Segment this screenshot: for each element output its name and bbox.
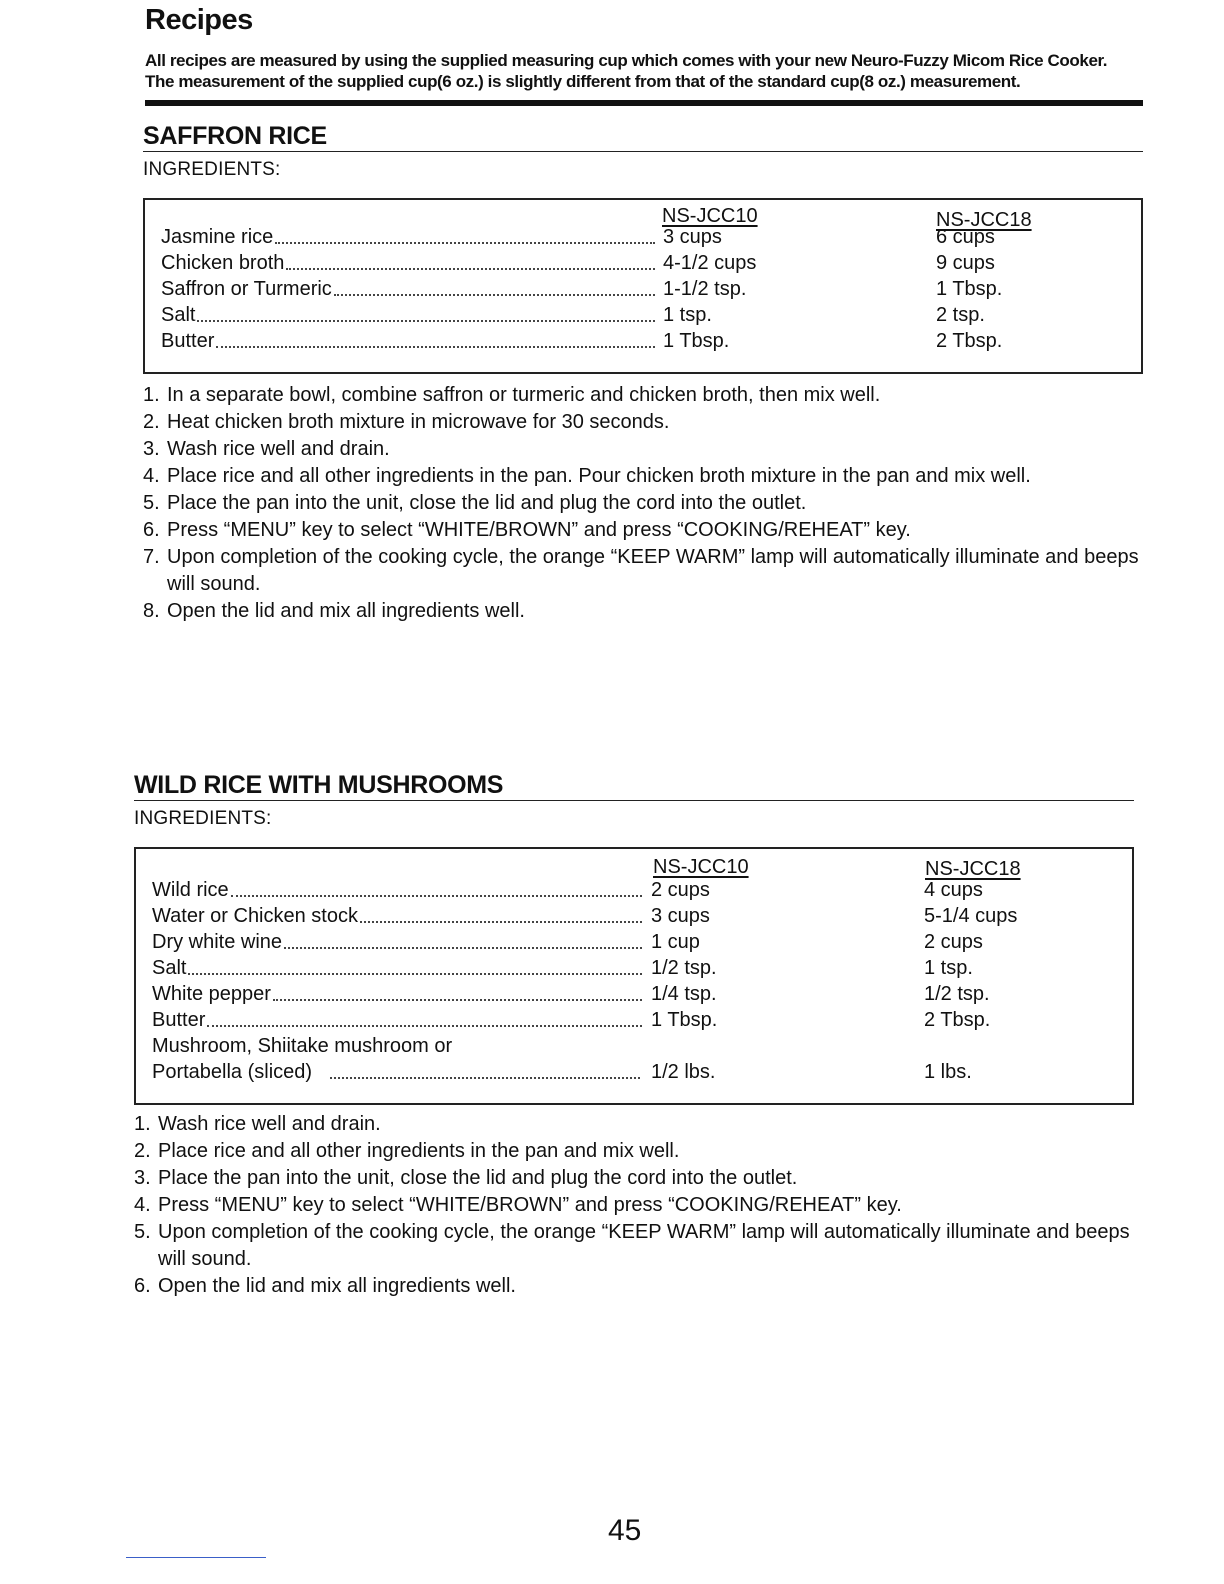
step-number: 1. [134,1113,151,1135]
ingredient-name: Mushroom, Shiitake mushroom or [152,1035,453,1057]
ingredient-row [152,903,1112,929]
ingredient-amount-jcc10: 1 Tbsp. [651,1009,718,1031]
instruction-step [143,490,1143,517]
instruction-step [143,598,1143,625]
ingredient-amount-jcc18: 1 tsp. [924,957,973,979]
ingredients-box [134,847,1134,1105]
step-text: Wash rice well and drain. [158,1113,381,1135]
dot-leader [216,346,655,348]
step-text: In a separate bowl, combine saffron or turmeric and chicken broth, then mix well. [167,384,881,406]
dot-leader [273,999,642,1001]
step-number: 1. [143,384,160,406]
ingredients-box [143,198,1143,374]
ingredient-row [161,302,1121,328]
ingredient-row [152,929,1112,955]
step-text: Press “MENU” key to select “WHITE/BROWN” and press “COOKING/REHEAT” key. [167,519,911,541]
ingredient-name: Wild rice [152,879,229,901]
dot-leader [360,921,642,923]
dot-leader [286,268,655,270]
footer-rule [126,1557,266,1558]
instruction-step [143,382,1143,409]
page-title: Recipes [145,4,253,36]
ingredient-amount-jcc10: 2 cups [651,879,710,901]
step-text: Open the lid and mix all ingredients well. [158,1275,516,1297]
step-text: Place rice and all other ingredients in the pan. Pour chicken broth mixture in the pan and mix well. [167,465,1031,487]
ingredients-label: INGREDIENTS: [143,159,281,180]
mushroom-ingredient [152,1033,1112,1085]
ingredient-name: Butter [161,330,215,352]
ingredient-amount-jcc18: 2 Tbsp. [924,1009,991,1031]
ingredient-list [161,224,1121,354]
ingredients-label: INGREDIENTS: [134,808,272,829]
instruction-step [134,1273,1134,1300]
instruction-step [134,1111,1134,1138]
instruction-step [134,1192,1134,1219]
step-text: Place the pan into the unit, close the lid and plug the cord into the outlet. [167,492,807,514]
step-text: Wash rice well and drain. [167,438,390,460]
ingredient-amount-jcc18: 9 cups [936,252,995,274]
ingredient-amount-jcc18: 1 Tbsp. [936,278,1003,300]
instruction-step [134,1138,1134,1165]
ingredient-amount-jcc18: 2 cups [924,931,983,953]
ingredient-amount-jcc18: 6 cups [936,226,995,248]
step-text: Upon completion of the cooking cycle, the orange “KEEP WARM” lamp will automatically illuminate and beeps will sound. [167,546,1139,595]
ingredient-amount-jcc10: 1/2 tsp. [651,957,717,979]
step-text: Heat chicken broth mixture in microwave for 30 seconds. [167,411,670,433]
step-number: 2. [143,411,160,433]
dot-leader [197,320,655,322]
title-divider [143,151,1143,152]
instruction-step [143,436,1143,463]
ingredient-name: Salt [161,304,196,326]
step-number: 4. [143,465,160,487]
instruction-step [143,463,1143,490]
step-text: Upon completion of the cooking cycle, the orange “KEEP WARM” lamp will automatically illuminate and beeps will sound. [158,1221,1130,1270]
ingredient-name: Portabella (sliced) [152,1061,313,1083]
ingredient-amount-jcc18: 1 lbs. [924,1061,972,1083]
ingredient-name: Saffron or Turmeric [161,278,332,300]
ingredient-row [152,877,1112,903]
instruction-step [134,1219,1134,1273]
dot-leader [188,973,642,975]
step-text: Place the pan into the unit, close the lid and plug the cord into the outlet. [158,1167,798,1189]
dot-leader [275,242,655,244]
title-divider [134,800,1134,801]
instruction-step [134,1165,1134,1192]
instruction-step [143,544,1143,598]
ingredient-amount-jcc10: 1/4 tsp. [651,983,717,1005]
recipe-saffron-rice [143,122,1143,625]
ingredient-amount-jcc18: 5-1/4 cups [924,905,1018,927]
dot-leader [284,947,642,949]
ingredient-name: Butter [152,1009,206,1031]
ingredient-name: Dry white wine [152,931,283,953]
instruction-steps [143,382,1143,625]
ingredient-amount-jcc18: 1/2 tsp. [924,983,990,1005]
header-divider [145,100,1143,106]
column-header-jcc10: NS-JCC10 [653,856,749,878]
ingredient-name: Chicken broth [161,252,285,274]
intro-line-1: All recipes are measured by using the supplied measuring cup which comes with your new Neuro-Fuzzy Micom Rice Cooker. [145,51,1108,70]
ingredient-amount-jcc18: 2 Tbsp. [936,330,1003,352]
recipe-title: WILD RICE WITH MUSHROOMS [134,771,504,799]
recipe-title: SAFFRON RICE [143,122,327,150]
ingredient-row [152,1059,1112,1085]
ingredient-row [152,1033,1112,1059]
step-number: 2. [134,1140,151,1162]
ingredient-amount-jcc18: 4 cups [924,879,983,901]
step-number: 4. [134,1194,151,1216]
ingredient-row [152,955,1112,981]
step-number: 7. [143,546,160,568]
column-header-jcc18: NS-JCC18 [936,209,1032,231]
dot-leader [334,294,655,296]
ingredient-row [161,276,1121,302]
ingredient-name: White pepper [152,983,271,1005]
ingredient-list [152,877,1112,1033]
ingredient-name: Water or Chicken stock [152,905,358,927]
ingredient-name: Salt [152,957,187,979]
column-header-jcc10: NS-JCC10 [662,205,758,227]
step-number: 5. [143,492,160,514]
instruction-step [143,409,1143,436]
ingredient-amount-jcc10: 1 cup [651,931,700,953]
dot-leader [231,895,642,897]
ingredient-amount-jcc10: 1-1/2 tsp. [663,278,747,300]
instruction-steps [134,1111,1134,1300]
ingredient-row [161,250,1121,276]
dot-leader [207,1025,642,1027]
ingredient-amount-jcc10: 1 tsp. [663,304,712,326]
ingredient-amount-jcc18: 2 tsp. [936,304,985,326]
ingredient-amount-jcc10: 1 Tbsp. [663,330,730,352]
step-number: 6. [134,1275,151,1297]
dot-leader [330,1077,640,1079]
ingredient-amount-jcc10: 4-1/2 cups [663,252,757,274]
ingredient-row [152,981,1112,1007]
intro-line-2: The measurement of the supplied cup(6 oz.) is slightly different from that of the standard cup(8 oz.) measurement. [145,72,1021,91]
column-header-jcc18: NS-JCC18 [925,858,1021,880]
step-number: 5. [134,1221,151,1243]
step-number: 6. [143,519,160,541]
instruction-step [143,517,1143,544]
step-number: 8. [143,600,160,622]
step-number: 3. [143,438,160,460]
ingredient-name: Jasmine rice [161,226,274,248]
step-number: 3. [134,1167,151,1189]
ingredient-amount-jcc10: 3 cups [651,905,710,927]
ingredient-row [161,328,1121,354]
ingredient-amount-jcc10: 1/2 lbs. [651,1061,716,1083]
intro-text [145,50,1145,92]
ingredient-row [152,1007,1112,1033]
step-text: Press “MENU” key to select “WHITE/BROWN” and press “COOKING/REHEAT” key. [158,1194,902,1216]
ingredient-row [161,224,1121,250]
page-number: 45 [608,1514,642,1547]
recipe-wild-rice [134,771,1134,1300]
step-text: Open the lid and mix all ingredients well. [167,600,525,622]
ingredient-amount-jcc10: 3 cups [663,226,722,248]
step-text: Place rice and all other ingredients in the pan and mix well. [158,1140,680,1162]
